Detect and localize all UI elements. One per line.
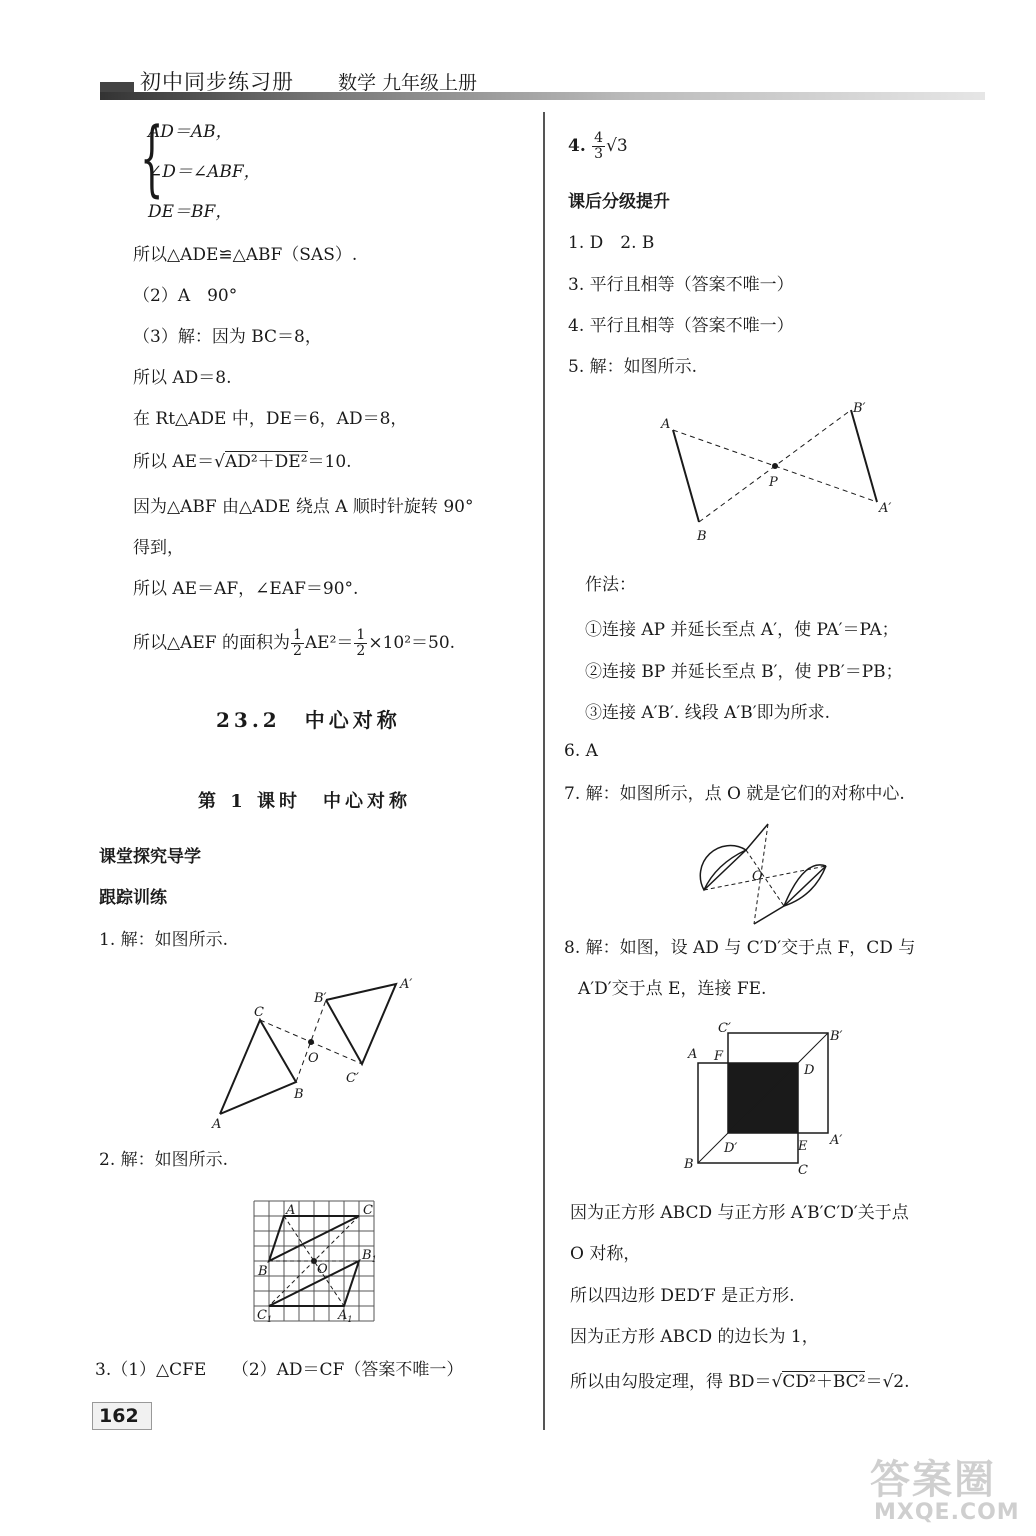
answer-4-right: 4. 平行且相等（答案不唯一） (568, 316, 794, 336)
label-a-prime: A′ (400, 977, 413, 992)
fig5-label-a: A (661, 417, 671, 432)
fig8-label-d1: D′ (724, 1141, 738, 1156)
grid-label-a: A (286, 1203, 296, 1218)
proof-8-line-4: 因为正方形 ABCD 的边长为 1， (570, 1327, 819, 1347)
book-subtitle: 数学 九年级上册 (338, 72, 478, 94)
bd-radicand: CD²＋BC² (782, 1372, 866, 1392)
method-step-3: ③连接 A′B′. 线段 A′B′即为所求. (585, 703, 830, 723)
fraction-four-thirds (592, 131, 605, 162)
answer-8-line-2: A′D′交于点 E，连接 FE. (578, 979, 767, 999)
grid-label-a1: $A_1$ (338, 1308, 353, 1324)
proof-line-rotation: 因为△ABF 由△ADE 绕点 A 顺时针旋转 90° (133, 497, 474, 517)
page-header (100, 62, 985, 106)
sqrt-sign: √ (214, 452, 225, 472)
label-o: O (308, 1051, 319, 1066)
watermark-logo (860, 1448, 1020, 1528)
method-step-2: ②连接 BP 并延长至点 B′，使 PB′＝PB； (585, 662, 903, 682)
answer-3-2: （2）A 90° (133, 286, 238, 306)
line-bottom (754, 906, 784, 924)
page-number: 162 (99, 1405, 139, 1427)
proof-line-angle: 所以 AE＝AF，∠EAF＝90°. (133, 579, 359, 599)
proof-line-area (133, 625, 455, 661)
ae-prefix: 所以 AE＝ (133, 452, 215, 472)
method-heading: 作法： (585, 575, 636, 595)
proof-line-ae (133, 452, 352, 472)
answer-4-root: √3 (606, 136, 628, 156)
label-b: B (294, 1087, 304, 1102)
proof-8-line-2: O 对称， (570, 1244, 641, 1264)
lesson-title: 第 1 课时 中心对称 (198, 791, 412, 812)
fig5-label-b1: B′ (853, 401, 866, 416)
fig8-label-d: D (804, 1063, 815, 1078)
fig5-label-b: B (697, 529, 707, 544)
answer-3-right: 3. 平行且相等（答案不唯一） (568, 275, 794, 295)
fig5-label-p: P (769, 475, 778, 490)
proof-line-ad: 所以 AD＝8. (133, 368, 232, 388)
proof-8-line-1: 因为正方形 ABCD 与正方形 A′B′C′D′关于点 (570, 1203, 909, 1223)
heading-practice: 跟踪训练 (99, 888, 167, 908)
watermark-top: 答案圈 (870, 1457, 996, 1503)
point-p (772, 463, 778, 469)
segment-ab (673, 430, 699, 522)
heading-class-explore: 课堂探究导学 (99, 847, 201, 867)
grid-label-b1: $B_1$ (362, 1248, 377, 1264)
triangle-abc (220, 1020, 296, 1114)
figure-8-squares (678, 1018, 858, 1178)
fig8-label-c1: C′ (718, 1021, 731, 1036)
answer-4-top (568, 128, 628, 164)
proof-8-line-5 (570, 1372, 910, 1392)
ae-radicand: AD²＋DE² (224, 452, 308, 472)
section-title: 23.2 中心对称 (216, 708, 401, 732)
label-c: C (254, 1005, 264, 1020)
answer-6: 6. A (564, 741, 598, 761)
fig8-label-f: F (714, 1049, 724, 1064)
proof-8-line-3: 所以四边形 DED′F 是正方形. (570, 1286, 795, 1306)
figure-7-shapes (696, 820, 836, 928)
answer-8-line-1: 8. 解：如图，设 AD 与 C′D′交于点 F，CD 与 (564, 938, 916, 958)
fraction-half-2 (354, 628, 367, 659)
proof-line-obtain: 得到， (133, 538, 184, 558)
fraction-den-2: 2 (356, 643, 366, 659)
grid-label-c: C (363, 1203, 373, 1218)
figure-2-grid (250, 1197, 390, 1327)
sqrt-sign-2: √ (771, 1372, 783, 1392)
fig7-label-o: O (752, 869, 763, 884)
watermark-url: MXQE.COM (874, 1500, 1020, 1525)
figure-5-segments (655, 398, 905, 546)
label-c-prime: C′ (346, 1071, 359, 1086)
answer-3-3: （3）解：因为 BC＝8， (133, 327, 322, 347)
system-line-2: ∠D＝∠ABF， (148, 162, 261, 182)
question-3: 3.（1）△CFE （2）AD＝CF（答案不唯一） (95, 1360, 464, 1380)
fraction-num-2: 1 (356, 627, 366, 643)
fig8-label-e: E (798, 1139, 808, 1154)
question-1: 1. 解：如图所示. (99, 930, 229, 950)
question-2: 2. 解：如图所示. (99, 1150, 229, 1170)
segment-a1b1 (851, 410, 877, 502)
fraction-num-4: 4 (594, 130, 604, 146)
answer-4-index: 4. (568, 136, 586, 156)
dash-3 (704, 866, 826, 890)
answer-7: 7. 解：如图所示，点 O 就是它们的对称中心. (564, 784, 905, 804)
system-line-3: DE＝BF， (148, 202, 233, 222)
column-divider (543, 112, 545, 1430)
fig8-label-a: A (688, 1047, 698, 1062)
fraction-den-3: 3 (594, 146, 604, 162)
header-tab-decoration (100, 82, 134, 92)
grid-label-b: B (258, 1264, 268, 1279)
proof-line-rt: 在 Rt△ADE 中，DE＝6，AD＝8， (133, 409, 408, 429)
triangle-abc-prime (326, 984, 396, 1064)
ae-result: ＝10. (307, 452, 352, 472)
area-prefix: 所以△AEF 的面积为 (133, 633, 290, 653)
center-point (308, 1039, 314, 1045)
page-number-box (92, 1402, 152, 1430)
figure-1-triangles (200, 968, 430, 1130)
label-b-prime: B′ (314, 991, 327, 1006)
grid-label-c1: $C_1$ (257, 1308, 273, 1324)
method-step-1: ①连接 AP 并延长至点 A′，使 PA′＝PA； (585, 620, 899, 640)
equation-system-brace: { (140, 111, 164, 206)
grid-label-o: O (317, 1262, 328, 1277)
book-title: 初中同步练习册 (140, 70, 294, 94)
proof-line-congruent: 所以△ADE≌△ABF（SAS）. (133, 245, 358, 265)
answer-1-2: 1. D 2. B (568, 233, 655, 253)
fraction-den: 2 (292, 643, 302, 659)
label-a: A (212, 1117, 222, 1130)
bd-result: ＝√2. (865, 1372, 910, 1392)
system-line-1: AD＝AB， (148, 122, 233, 142)
fig5-label-a1: A′ (879, 501, 892, 516)
fraction-half (291, 628, 304, 659)
fig8-label-b1: B′ (830, 1029, 843, 1044)
heading-after-class: 课后分级提升 (568, 192, 670, 212)
answer-5: 5. 解：如图所示. (568, 357, 698, 377)
fig8-label-b: B (684, 1157, 694, 1172)
fig8-label-a1: A′ (830, 1133, 843, 1148)
fig8-label-c: C (798, 1163, 808, 1178)
bd-prefix: 所以由勾股定理，得 BD＝ (570, 1372, 772, 1392)
area-middle: AE²＝ (304, 633, 354, 653)
area-result: ×10²＝50. (368, 633, 456, 653)
fraction-num: 1 (292, 627, 302, 643)
